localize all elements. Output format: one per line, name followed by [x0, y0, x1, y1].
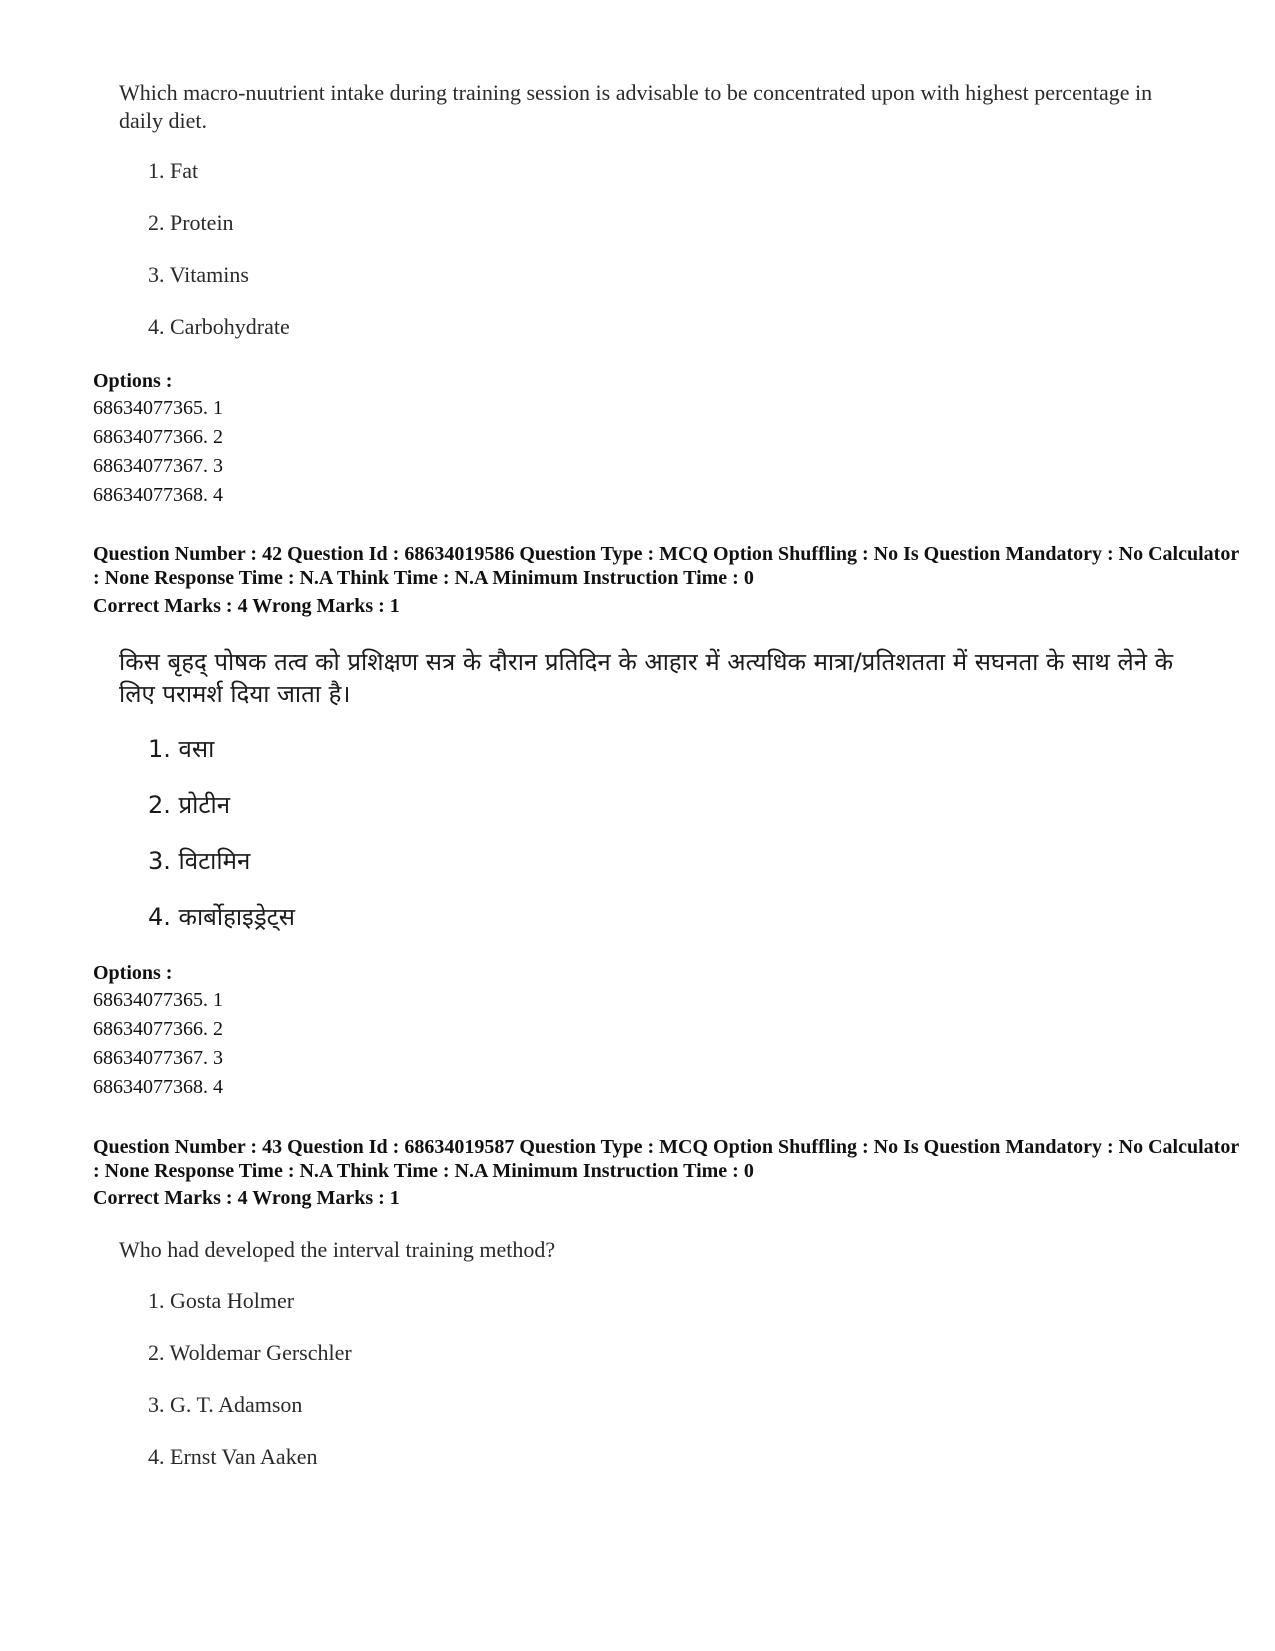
question-42-choice-2: 2. प्रोटीन — [148, 791, 231, 819]
question-42-choice-4: 4. कार्बोहाइड्रेट्स — [148, 903, 295, 931]
question-43-marks: Correct Marks : 4 Wrong Marks : 1 — [93, 1187, 400, 1209]
question-41-option-id-1: 68634077365. 1 — [93, 397, 223, 419]
question-42-text: किस बृहद् पोषक तत्व को प्रशिक्षण सत्र के दौरान प्रतिदिन के आहार में अत्यधिक मात्रा/प्रतिशतता में सघनता के साथ लेने के लिए परामर्श दिया जाता है। — [119, 648, 1174, 708]
question-41-choice-3: 3. Vitamins — [148, 262, 249, 287]
question-43-choice-1: 1. Gosta Holmer — [148, 1288, 295, 1313]
question-41-option-id-2: 68634077366. 2 — [93, 426, 223, 448]
question-41-options-list — [93, 394, 223, 510]
question-41-choice-4: 4. Carbohydrate — [148, 314, 290, 339]
question-42-option-id-4: 68634077368. 4 — [93, 1076, 223, 1098]
question-43-text: Who had developed the interval training method? — [119, 1237, 556, 1262]
question-42-options-label: Options : — [93, 962, 173, 984]
question-42-option-id-3: 68634077367. 3 — [93, 1047, 223, 1069]
question-42-option-id-1: 68634077365. 1 — [93, 989, 223, 1011]
question-42-marks: Correct Marks : 4 Wrong Marks : 1 — [93, 595, 400, 617]
question-42-choice-3: 3. विटामिन — [148, 847, 251, 875]
question-43-meta: Question Number : 43 Question Id : 68634019587 Question Type : MCQ Option Shuffling : No Is Question Mandatory : No Calculator : None Response Time : N.A Think Time : N.A Minimum Instruction Time : 0 — [93, 1136, 1239, 1182]
question-41-option-id-3: 68634077367. 3 — [93, 455, 223, 477]
question-42-choice-1: 1. वसा — [148, 735, 215, 763]
question-43-choice-4: 4. Ernst Van Aaken — [148, 1444, 318, 1469]
question-42-meta: Question Number : 42 Question Id : 68634019586 Question Type : MCQ Option Shuffling : No Is Question Mandatory : No Calculator : None Response Time : N.A Think Time : N.A Minimum Instruction Time : 0 — [93, 543, 1239, 589]
question-41-choice-2: 2. Protein — [148, 210, 234, 235]
question-43-choice-2: 2. Woldemar Gerschler — [148, 1340, 352, 1365]
question-43-choice-3: 3. G. T. Adamson — [148, 1392, 303, 1417]
question-41-choice-1: 1. Fat — [148, 158, 199, 183]
question-42-options-list — [93, 986, 223, 1102]
question-41-options-label: Options : — [93, 370, 173, 392]
question-41-option-id-4: 68634077368. 4 — [93, 484, 223, 506]
question-41-text: Which macro-nuutrient intake during training session is advisable to be concentrated upon with highest percentage in daily diet. — [119, 80, 1153, 133]
question-42-option-id-2: 68634077366. 2 — [93, 1018, 223, 1040]
